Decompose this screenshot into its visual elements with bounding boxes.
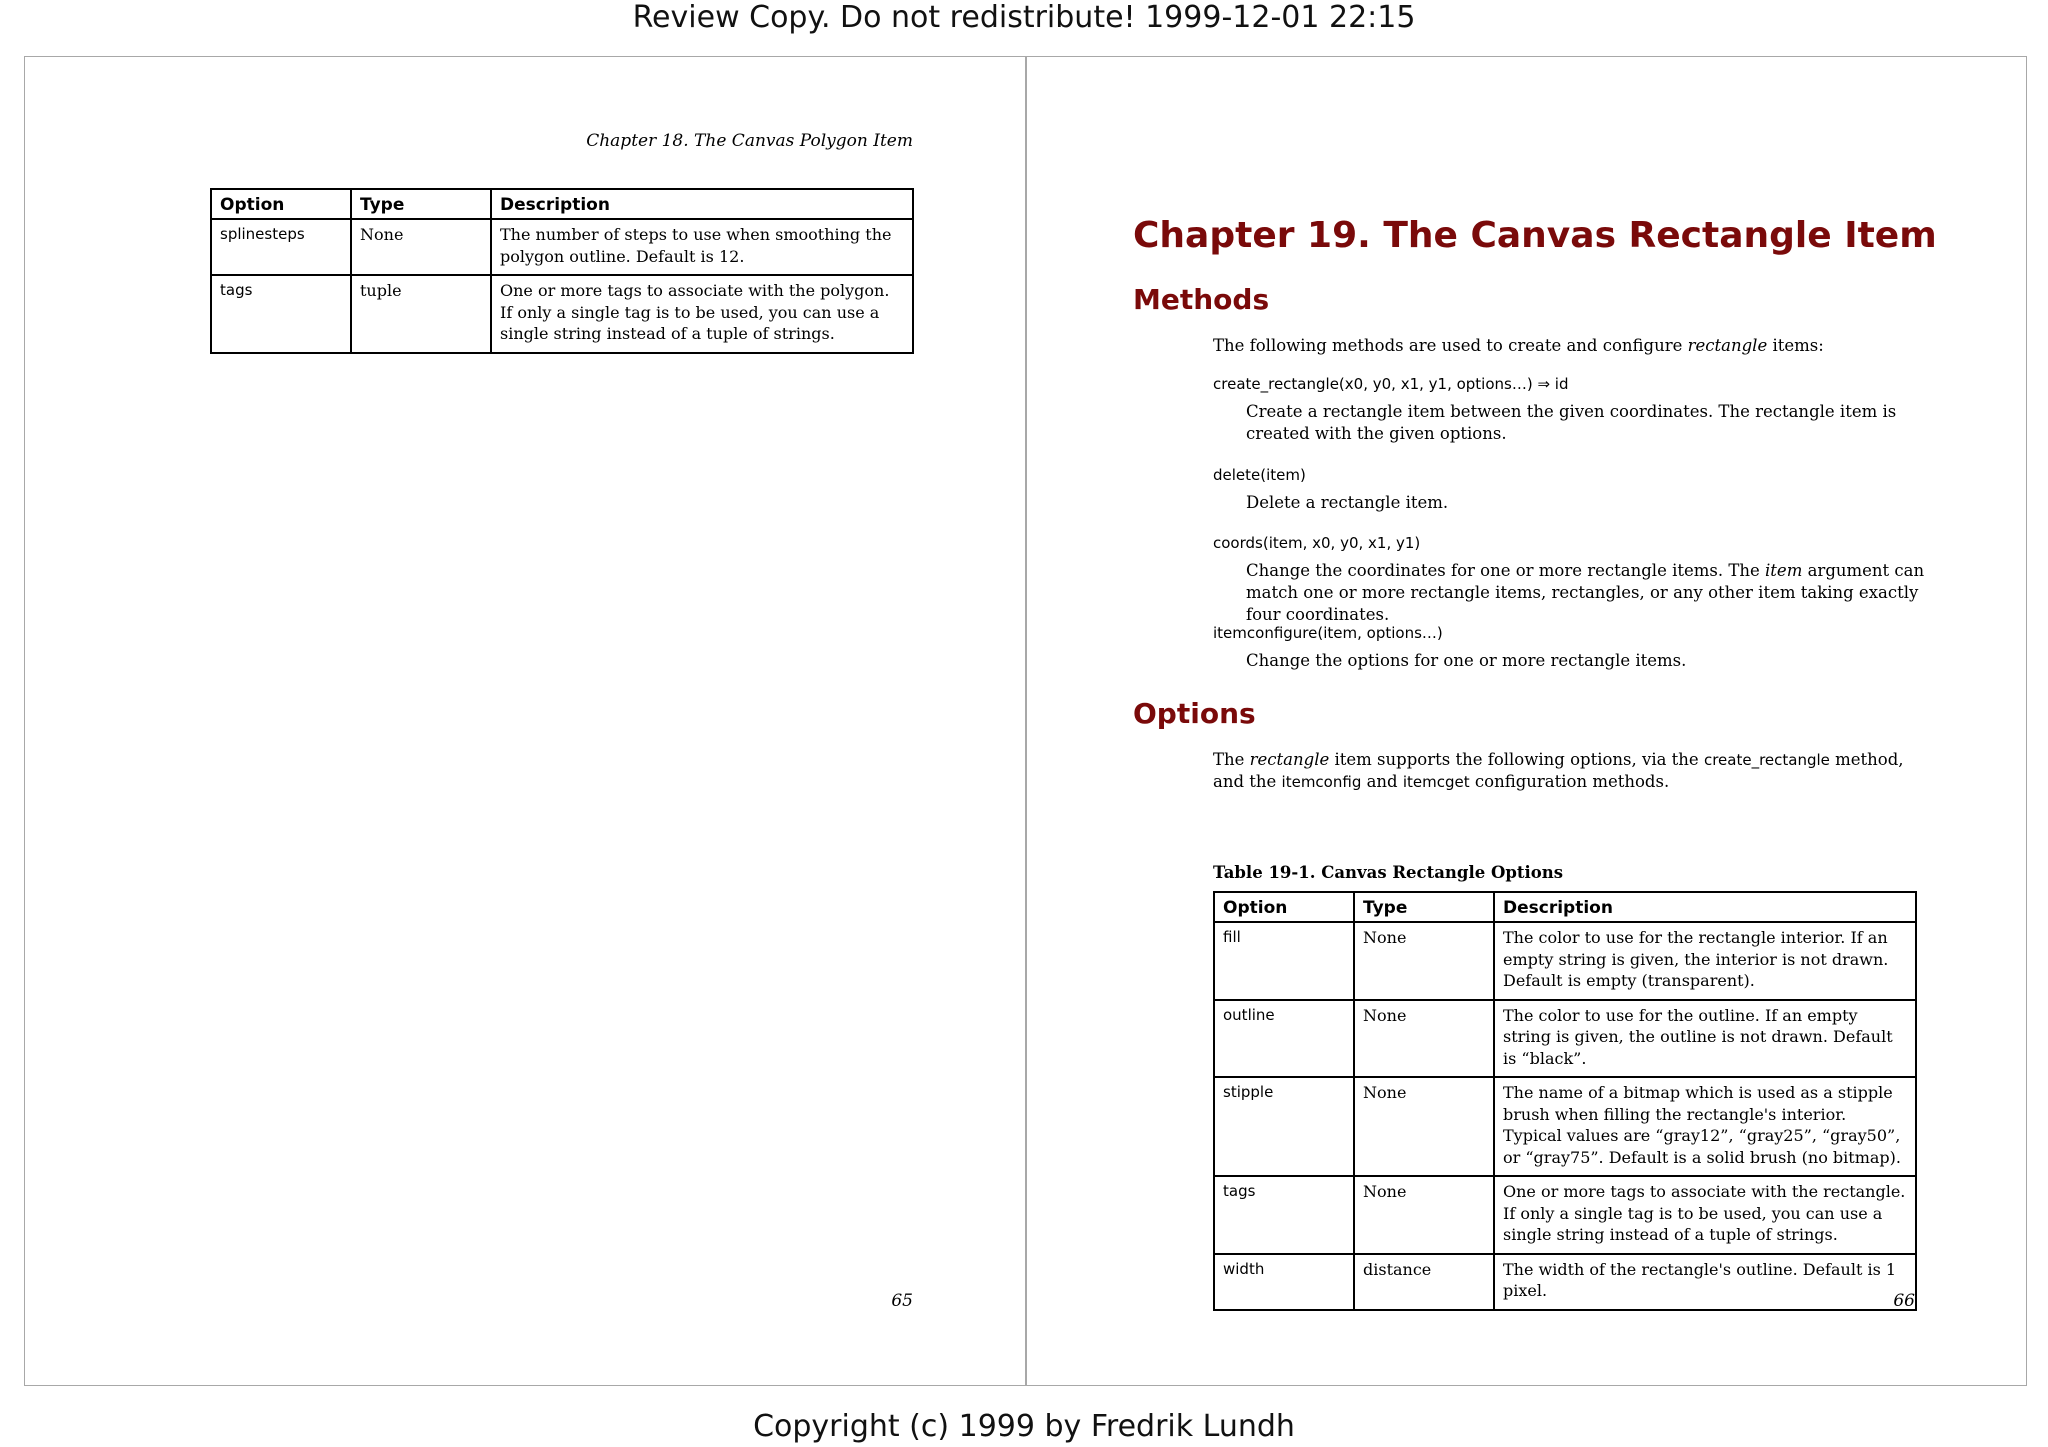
option-name: splinesteps	[211, 219, 351, 275]
table-caption: Table 19-1. Canvas Rectangle Options	[1213, 863, 1564, 882]
method-description: Create a rectangle item between the given coordinates. The rectangle item is created with the given options.	[1246, 402, 1897, 443]
table-row	[1214, 1176, 1916, 1254]
option-type: distance	[1354, 1254, 1494, 1310]
page-number: 65	[891, 1291, 913, 1311]
option-description: The name of a bitmap which is used as a stipple brush when filling the rectangle's interior. Typical values are “gray12”, “gray25”, “gray50”, or “gray75”. Default is a solid brush (no bitmap).	[1494, 1077, 1916, 1176]
header-option: Option	[211, 189, 351, 219]
methods-intro: The following methods are used to create and configure rectangle items:	[1213, 336, 1824, 355]
table-row	[211, 275, 913, 353]
rectangle-options-table	[1213, 891, 1917, 1311]
running-head: Chapter 18. The Canvas Polygon Item	[586, 131, 913, 151]
table-row	[1214, 922, 1916, 1000]
book-spread	[24, 56, 2027, 1386]
option-name: tags	[211, 275, 351, 353]
method-signature-coords: coords(item, x0, y0, x1, y1)	[1213, 534, 1421, 552]
option-name: width	[1214, 1254, 1354, 1310]
header-description: Description	[491, 189, 913, 219]
chapter-title: Chapter 19. The Canvas Rectangle Item	[1133, 215, 1937, 256]
option-description: The color to use for the rectangle interior. If an empty string is given, the interior is not drawn. Default is empty (transparent).	[1494, 922, 1916, 1000]
method-description: Change the options for one or more rectangle items.	[1246, 651, 1687, 670]
option-type: None	[1354, 1000, 1494, 1078]
method-signature-create-rectangle: create_rectangle(x0, y0, x1, y1, options…) ⇒ id	[1213, 375, 1569, 393]
options-intro: The rectangle item supports the following options, via the create_rectangle method, and the itemconfig and itemcget configuration methods.	[1213, 750, 1904, 791]
option-name: stipple	[1214, 1077, 1354, 1176]
review-copy-banner: Review Copy. Do not redistribute! 1999-12-01 22:15	[632, 0, 1416, 35]
option-description: One or more tags to associate with the polygon. If only a single tag is to be used, you can use a single string instead of a tuple of strings.	[491, 275, 913, 353]
table-row	[1214, 1000, 1916, 1078]
table-row	[211, 219, 913, 275]
method-signature-itemconfigure: itemconfigure(item, options…)	[1213, 624, 1443, 642]
table-header-row	[1214, 892, 1916, 922]
option-description: One or more tags to associate with the rectangle. If only a single tag is to be used, you can use a single string instead of a tuple of strings.	[1494, 1176, 1916, 1254]
option-description: The color to use for the outline. If an empty string is given, the outline is not drawn. Default is “black”.	[1494, 1000, 1916, 1078]
option-type: None	[351, 219, 491, 275]
right-page	[1027, 57, 2027, 1385]
option-type: None	[1354, 1077, 1494, 1176]
methods-heading: Methods	[1133, 283, 1270, 316]
option-name: tags	[1214, 1176, 1354, 1254]
page-number: 66	[1893, 1291, 1915, 1311]
options-heading: Options	[1133, 697, 1256, 730]
table-row	[1214, 1077, 1916, 1176]
method-signature-delete: delete(item)	[1213, 466, 1306, 484]
option-name: fill	[1214, 922, 1354, 1000]
option-type: None	[1354, 1176, 1494, 1254]
header-type: Type	[351, 189, 491, 219]
option-name: outline	[1214, 1000, 1354, 1078]
table-row	[1214, 1254, 1916, 1310]
option-description: The width of the rectangle's outline. Default is 1 pixel.	[1494, 1254, 1916, 1310]
copyright-banner: Copyright (c) 1999 by Fredrik Lundh	[753, 1409, 1295, 1444]
option-type: tuple	[351, 275, 491, 353]
left-page	[25, 57, 1025, 1385]
table-header-row	[211, 189, 913, 219]
header-option: Option	[1214, 892, 1354, 922]
option-description: The number of steps to use when smoothing the polygon outline. Default is 12.	[491, 219, 913, 275]
method-description: Change the coordinates for one or more rectangle items. The item argument can match one or more rectangle items, rectangles, or any other item taking exactly four coordinates.	[1246, 561, 1925, 624]
polygon-options-table	[210, 188, 914, 354]
header-description: Description	[1494, 892, 1916, 922]
method-description: Delete a rectangle item.	[1246, 493, 1449, 512]
header-type: Type	[1354, 892, 1494, 922]
option-type: None	[1354, 922, 1494, 1000]
